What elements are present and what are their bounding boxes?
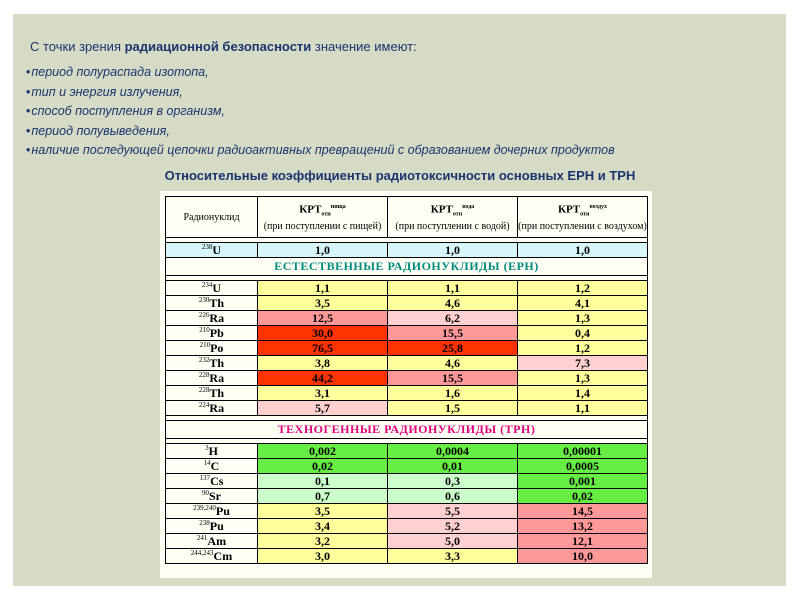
header-air: $КРТ_{отн}^{воздух}$ (при поступлении с воздухом) — [518, 197, 648, 238]
value-cell: 4,6 — [388, 296, 518, 311]
table-row — [166, 356, 648, 371]
table-panel — [160, 191, 652, 578]
value-cell: 0,002 — [258, 444, 388, 459]
list-item: • тип и энергия излучения, — [26, 83, 615, 103]
nuclide-cell: $^{226}$Ra — [166, 311, 258, 326]
value-cell: 0,00001 — [518, 444, 648, 459]
value-cell: 1,1 — [518, 401, 648, 416]
value-cell: 5,0 — [388, 534, 518, 549]
table-row — [166, 386, 648, 401]
nuclide-cell: $^{14}$C — [166, 459, 258, 474]
value-cell: 5,2 — [388, 519, 518, 534]
value-cell: 44,2 — [258, 371, 388, 386]
value-cell: 13,2 — [518, 519, 648, 534]
value-cell: 1,3 — [518, 311, 648, 326]
intro-text: С точки зрения радиационной безопасности значение имеют: — [30, 39, 417, 54]
value-cell: 0,1 — [258, 474, 388, 489]
value-cell: 1,2 — [518, 281, 648, 296]
value-cell: 76,5 — [258, 341, 388, 356]
section-trn-heading: ТЕХНОГЕННЫЕ РАДИОНУКЛИДЫ (ТРН) — [166, 421, 648, 439]
table-row-reference — [166, 243, 648, 258]
value-cell: 1,0 — [258, 243, 388, 258]
table-row — [166, 311, 648, 326]
table-row — [166, 474, 648, 489]
table-row — [166, 504, 648, 519]
list-item: • период полураспада изотопа, — [26, 63, 615, 83]
factors-list — [26, 63, 615, 161]
value-cell: 12,1 — [518, 534, 648, 549]
value-cell: 14,5 — [518, 504, 648, 519]
nuclide-cell: $^{137}$Cs — [166, 474, 258, 489]
header-food: $КРТ_{отн}^{пища}$ (при поступлении с пищей) — [258, 197, 388, 238]
table-row — [166, 549, 648, 564]
radiotoxicity-table — [165, 196, 648, 564]
value-cell: 6,2 — [388, 311, 518, 326]
nuclide-cell: $^{239,240}$Pu — [166, 504, 258, 519]
value-cell: 12,5 — [258, 311, 388, 326]
value-cell: 1,5 — [388, 401, 518, 416]
nuclide-cell: $^{234}$U — [166, 281, 258, 296]
value-cell: 1,1 — [258, 281, 388, 296]
value-cell: 4,1 — [518, 296, 648, 311]
value-cell: 3,0 — [258, 549, 388, 564]
value-cell: 0,02 — [518, 489, 648, 504]
value-cell: 0,6 — [388, 489, 518, 504]
value-cell: 0,0004 — [388, 444, 518, 459]
nuclide-cell: $^{238}$U — [166, 243, 258, 258]
value-cell: 5,7 — [258, 401, 388, 416]
nuclide-cell: $^{241}$Am — [166, 534, 258, 549]
value-cell: 0,4 — [518, 326, 648, 341]
value-cell: 1,0 — [388, 243, 518, 258]
value-cell: 4,6 — [388, 356, 518, 371]
trn-rows — [166, 444, 648, 564]
value-cell: 5,5 — [388, 504, 518, 519]
value-cell: 0,02 — [258, 459, 388, 474]
table-row — [166, 341, 648, 356]
table-row — [166, 489, 648, 504]
value-cell: 0,01 — [388, 459, 518, 474]
nuclide-cell: $^{228}$Th — [166, 386, 258, 401]
nuclide-cell: $^{228}$Ra — [166, 371, 258, 386]
list-item: • способ поступления в организм, — [26, 102, 615, 122]
value-cell: 3,3 — [388, 549, 518, 564]
value-cell: 10,0 — [518, 549, 648, 564]
value-cell: 15,5 — [388, 326, 518, 341]
nuclide-cell: $^{238}$Pu — [166, 519, 258, 534]
ern-rows — [166, 281, 648, 416]
value-cell: 30,0 — [258, 326, 388, 341]
value-cell: 0,3 — [388, 474, 518, 489]
table-row — [166, 281, 648, 296]
nuclide-cell: $^{210}$Po — [166, 341, 258, 356]
value-cell: 3,5 — [258, 504, 388, 519]
value-cell: 3,2 — [258, 534, 388, 549]
table-row — [166, 371, 648, 386]
header-row — [166, 197, 648, 238]
nuclide-cell: $^{224}$Ra — [166, 401, 258, 416]
table-row — [166, 534, 648, 549]
header-nuclide: Радионуклид — [166, 197, 258, 238]
table-row — [166, 459, 648, 474]
nuclide-cell: $^{232}$Th — [166, 356, 258, 371]
value-cell: 3,4 — [258, 519, 388, 534]
value-cell: 25,8 — [388, 341, 518, 356]
nuclide-cell: $^3$H — [166, 444, 258, 459]
value-cell: 1,6 — [388, 386, 518, 401]
table-caption: Относительные коэффициенты радиотоксичности основных ЕРН и ТРН — [164, 168, 636, 183]
value-cell: 1,2 — [518, 341, 648, 356]
value-cell: 1,0 — [518, 243, 648, 258]
value-cell: 15,5 — [388, 371, 518, 386]
header-water: $КРТ_{отн}^{вода}$ (при поступлении с водой) — [388, 197, 518, 238]
nuclide-cell: $^{244,243}$Cm — [166, 549, 258, 564]
table-row — [166, 519, 648, 534]
list-item: • период полувыведения, — [26, 122, 615, 142]
nuclide-cell: $^{90}$Sr — [166, 489, 258, 504]
value-cell: 3,5 — [258, 296, 388, 311]
table-row — [166, 401, 648, 416]
value-cell: 1,1 — [388, 281, 518, 296]
table-row — [166, 296, 648, 311]
value-cell: 3,1 — [258, 386, 388, 401]
nuclide-cell: $^{210}$Pb — [166, 326, 258, 341]
nuclide-cell: $^{230}$Th — [166, 296, 258, 311]
value-cell: 7,3 — [518, 356, 648, 371]
value-cell: 1,4 — [518, 386, 648, 401]
section-ern-heading: ЕСТЕСТВЕННЫЕ РАДИОНУКЛИДЫ (ЕРН) — [166, 258, 648, 276]
value-cell: 0,001 — [518, 474, 648, 489]
table-row — [166, 326, 648, 341]
value-cell: 3,8 — [258, 356, 388, 371]
table-row — [166, 444, 648, 459]
value-cell: 0,7 — [258, 489, 388, 504]
value-cell: 1,3 — [518, 371, 648, 386]
list-item: • наличие последующей цепочки радиоактивных превращений с образованием дочерних продуктов — [26, 141, 615, 161]
value-cell: 0,0005 — [518, 459, 648, 474]
